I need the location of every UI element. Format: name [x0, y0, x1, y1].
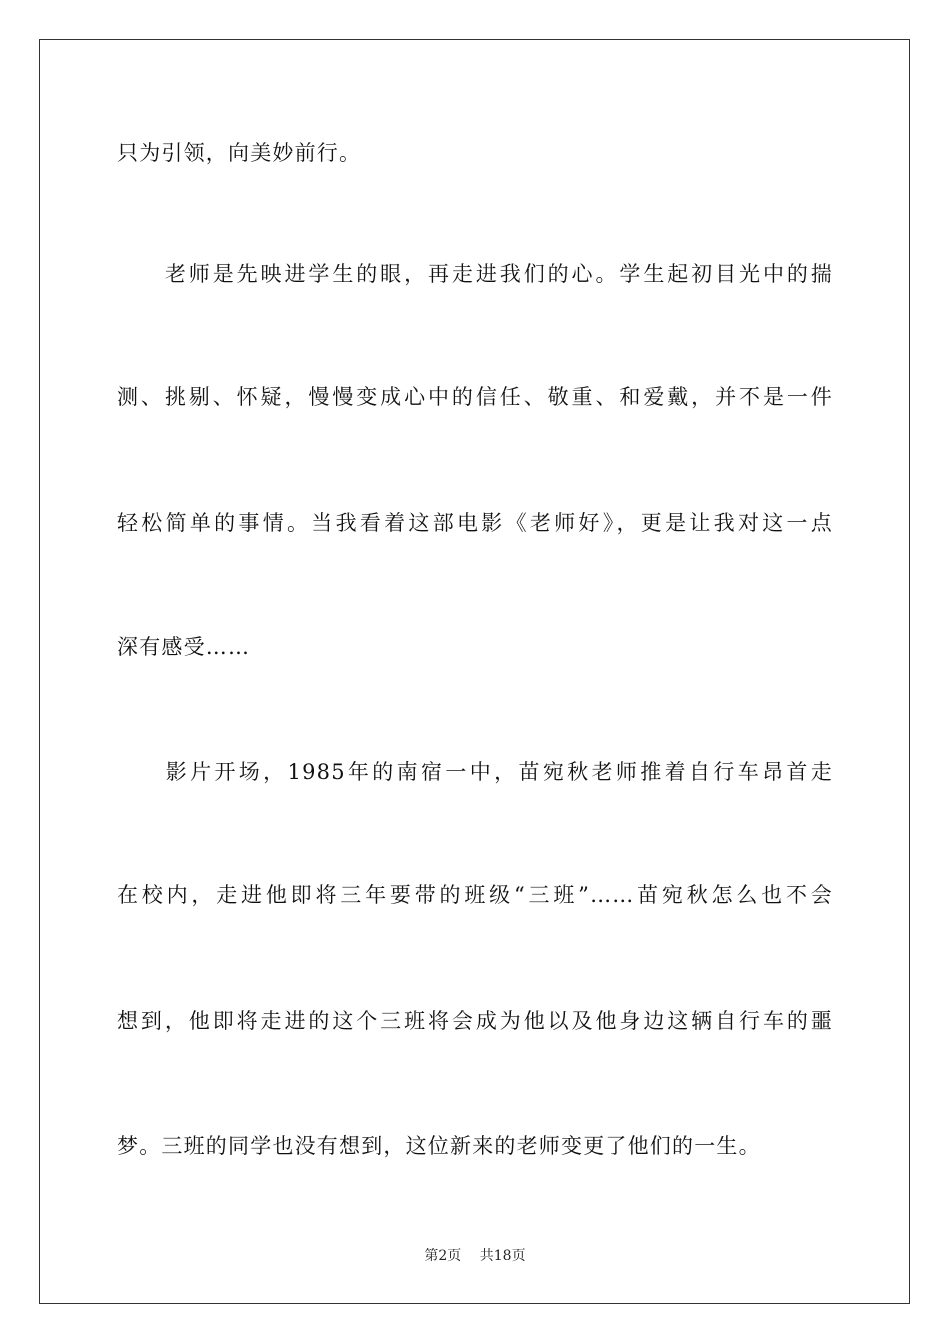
- text-line: 轻松简单的事情。当我看着这部电影《老师好》，更是让我对这一点: [117, 511, 833, 535]
- text-line: 梦。三班的同学也没有想到，这位新来的老师变更了他们的一生。: [117, 1134, 761, 1158]
- text-line: 想到，他即将走进的这个三班将会成为他以及他身边这辆自行车的噩: [117, 1009, 833, 1033]
- page-number: 第2页: [424, 1248, 462, 1264]
- text-line: 老师是先映进学生的眼，再走进我们的心。学生起初目光中的揣: [117, 262, 833, 286]
- text-line: 只为引领，向美妙前行。: [117, 141, 362, 165]
- text-line: 测、挑剔、怀疑，慢慢变成心中的信任、敬重、和爱戴，并不是一件: [117, 385, 833, 409]
- text-line: 深有感受……: [117, 635, 251, 659]
- text-line: 影片开场，1985年的南宿一中，苗宛秋老师推着自行车昂首走: [117, 760, 833, 784]
- total-pages: 共18页: [479, 1248, 526, 1264]
- page-footer: [0, 1247, 950, 1265]
- page-frame: [39, 39, 910, 1304]
- text-line: 在校内，走进他即将三年要带的班级“三班”……苗宛秋怎么也不会: [117, 883, 833, 907]
